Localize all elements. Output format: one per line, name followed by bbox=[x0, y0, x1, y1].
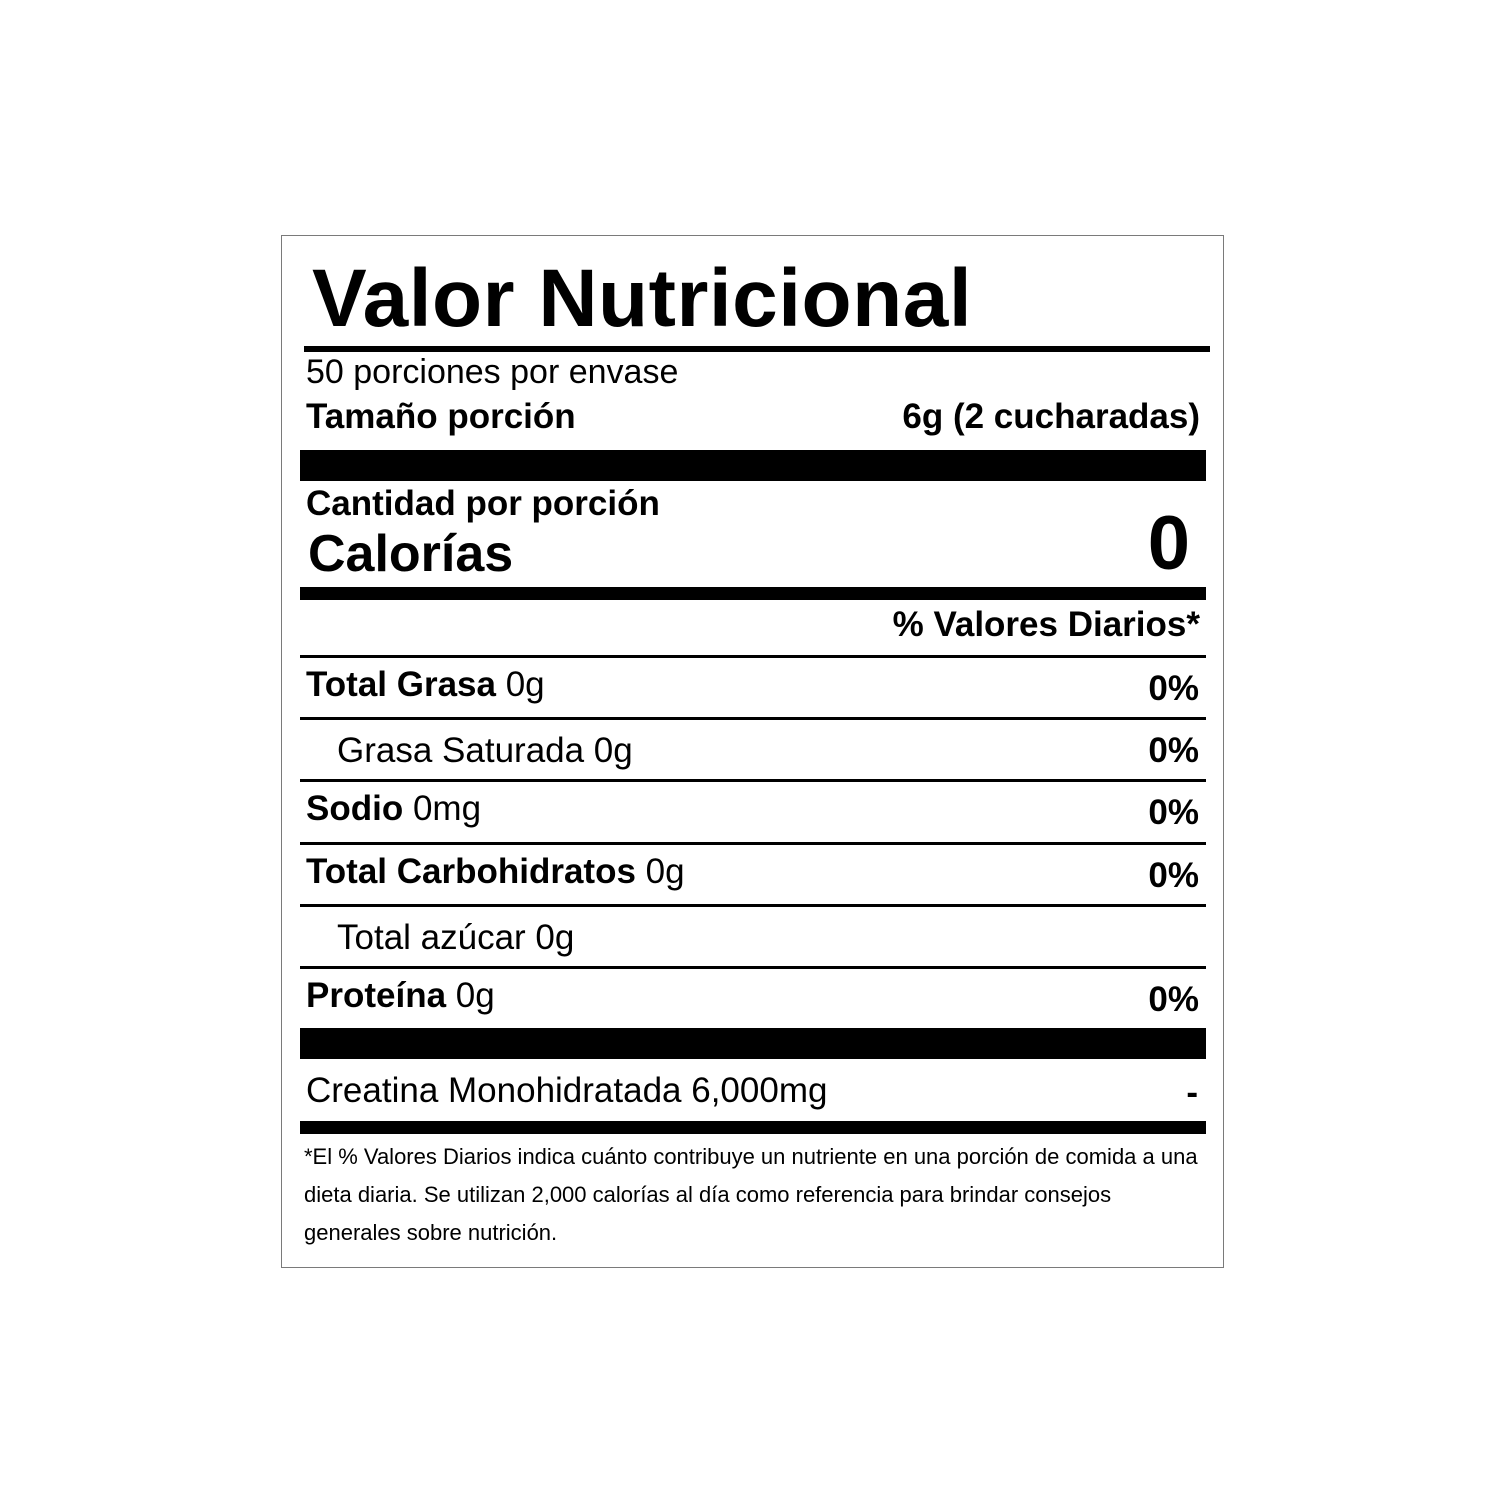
thick-divider bbox=[300, 1028, 1206, 1059]
label-title: Valor Nutricional bbox=[312, 253, 973, 344]
nutrient-dv: 0% bbox=[1148, 731, 1199, 770]
nutrient-dv: 0% bbox=[1148, 793, 1199, 832]
nutrient-row-sodium bbox=[300, 782, 1206, 842]
calories-label: Calorías bbox=[308, 525, 514, 583]
nutrient-dv: 0% bbox=[1148, 980, 1199, 1019]
nutrient-name: Total azúcar 0g bbox=[337, 918, 575, 957]
nutrient-row-total-carbs bbox=[300, 845, 1206, 905]
medium-divider bbox=[300, 1121, 1206, 1134]
nutrient-name: Sodio 0mg bbox=[306, 789, 482, 828]
nutrient-row-protein bbox=[300, 969, 1206, 1029]
nutrient-row-total-sugar bbox=[300, 907, 1206, 967]
serving-size-value: 6g (2 cucharadas) bbox=[902, 397, 1200, 436]
nutrient-name: Total Grasa 0g bbox=[306, 665, 545, 704]
nutrient-row-total-fat bbox=[300, 658, 1206, 718]
amount-per-serving: Cantidad por porción bbox=[306, 484, 660, 523]
calories-value: 0 bbox=[1147, 501, 1190, 586]
nutrient-dv: 0% bbox=[1148, 669, 1199, 708]
title-divider bbox=[304, 346, 1210, 352]
thick-divider bbox=[300, 450, 1206, 481]
nutrient-name: Total Carbohidratos 0g bbox=[306, 852, 685, 891]
creatine-row-dv: - bbox=[1186, 1073, 1198, 1112]
nutrient-name: Proteína 0g bbox=[306, 976, 495, 1015]
nutrition-facts-label bbox=[281, 235, 1224, 1268]
daily-value-header: % Valores Diarios* bbox=[892, 605, 1200, 644]
servings-per-container: 50 porciones por envase bbox=[306, 353, 679, 391]
footnote: *El % Valores Diarios indica cuánto contribuye un nutriente en una porción de comida a una dieta diaria. Se utilizan 2,000 calorías al día como referencia para brindar consejos generales sobre nutrición. bbox=[304, 1144, 1198, 1245]
nutrient-row-saturated-fat bbox=[300, 720, 1206, 780]
creatine-row-name: Creatina Monohidratada 6,000mg bbox=[306, 1071, 828, 1110]
nutrient-dv: 0% bbox=[1148, 856, 1199, 895]
nutrient-name: Grasa Saturada 0g bbox=[337, 731, 633, 770]
serving-size-label: Tamaño porción bbox=[306, 397, 576, 436]
medium-divider bbox=[300, 587, 1206, 600]
